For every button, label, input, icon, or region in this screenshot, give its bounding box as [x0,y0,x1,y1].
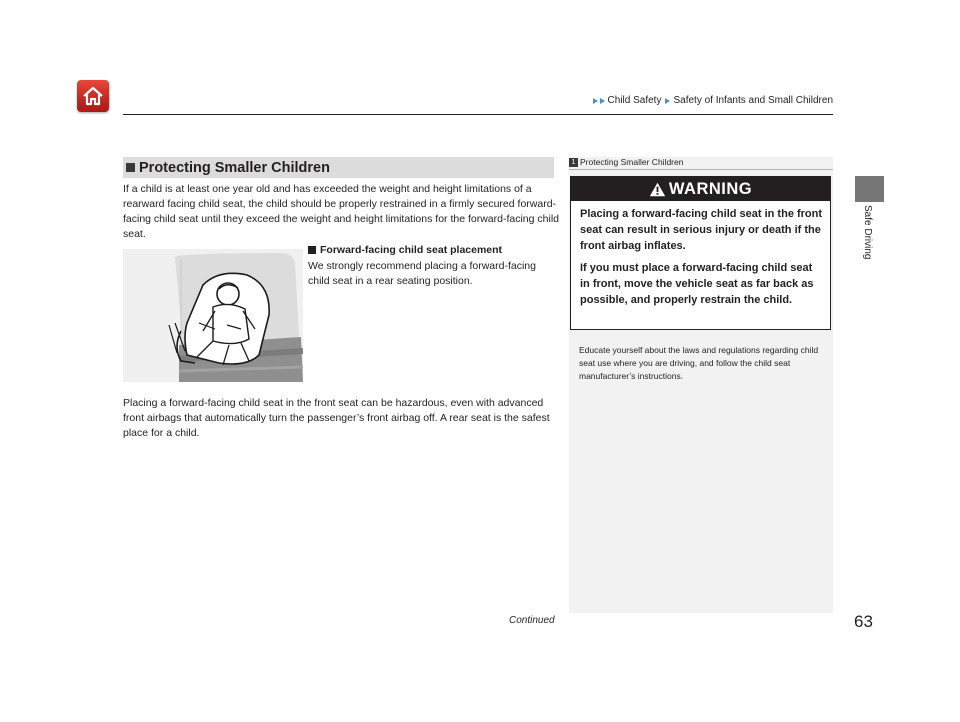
section-title: Protecting Smaller Children [139,159,330,176]
breadcrumb [592,95,833,106]
section-square-icon [126,163,135,172]
breadcrumb-arrow-icon [593,98,598,104]
breadcrumb-arrow-icon [600,98,605,104]
child-seat-illustration [123,249,303,382]
warning-banner [571,177,830,201]
sidebar-note: Educate yourself about the laws and regulations regarding child seat use where you are driving, and follow the child seat manufacturer’s instructions. [579,345,819,381]
breadcrumb-item-infants[interactable]: Safety of Infants and Small Children [673,95,833,106]
page-number: 63 [854,612,873,631]
reference-number-icon: 1 [569,158,578,167]
sidebar-divider [569,169,833,170]
breadcrumb-arrow-icon [665,98,670,104]
subheading [308,244,502,256]
chapter-tab-label[interactable]: Safe Driving [862,205,873,260]
continued-label: Continued [509,615,555,626]
chapter-tab-marker[interactable] [855,176,884,202]
sidebar-reference-title: Protecting Smaller Children [580,157,684,167]
warning-icon [649,182,666,197]
breadcrumb-item-child-safety[interactable]: Child Safety [607,95,662,106]
subheading-paragraph: We strongly recommend placing a forward-facing child seat in a rear seating position. [308,260,536,287]
header-divider [123,114,833,115]
sidebar-reference[interactable] [569,157,833,167]
intro-paragraph: If a child is at least one year old and has exceeded the weight and height limitations of a rearward facing child seat, the child should be properly restrained in a firmly secured forward-facing child seat until they exceed the weight and height limitations for the forward-facing child seat. [123,183,559,240]
subheading-text: Forward-facing child seat placement [320,244,503,256]
home-icon [81,85,105,107]
warning-text-2: If you must place a forward-facing child seat in front, move the vehicle seat as far back as possible, and properly restrain the child. [580,262,814,306]
warning-label: WARNING [668,179,753,198]
home-button[interactable] [77,80,109,112]
warning-text-1: Placing a forward-facing child seat in the front seat can result in serious injury or death if the front airbag inflates. [580,208,823,252]
subheading-square-icon [308,246,316,254]
section-header [123,157,554,178]
closing-paragraph: Placing a forward-facing child seat in the front seat can be hazardous, even with advanced front airbags that automatically turn the passenger’s front airbag off. A rear seat is the safest place for a child. [123,397,550,439]
warning-box [570,176,831,330]
